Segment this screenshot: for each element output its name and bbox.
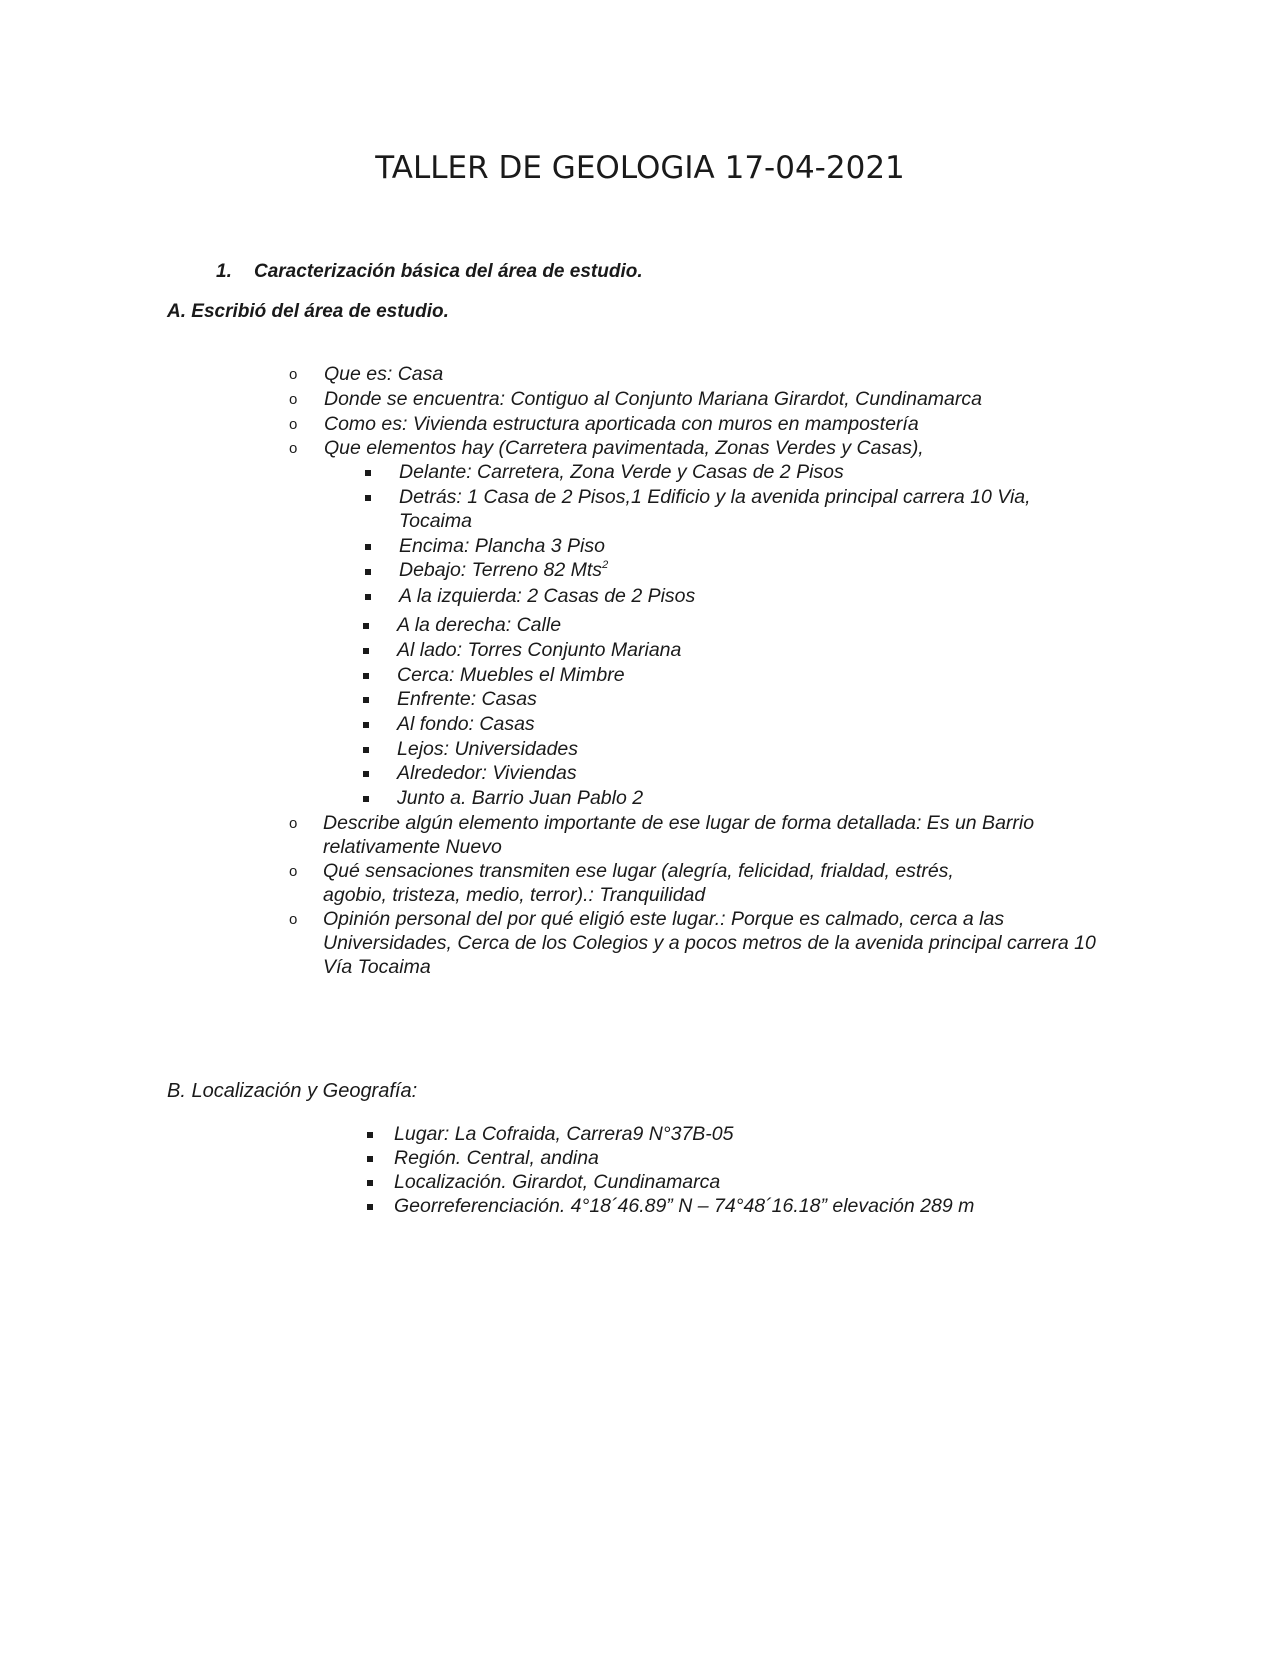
sub-item-derecha: A la derecha: Calle [397, 614, 562, 636]
sub-item-alrededor: Alrededor: Viviendas [397, 762, 577, 784]
bullet-square [367, 1180, 373, 1186]
bullet-square [363, 673, 369, 679]
sub-item-cerca: Cerca: Muebles el Mimbre [397, 664, 625, 686]
sub-item-delante: Delante: Carretera, Zona Verde y Casas de 2 Pisos [399, 461, 844, 483]
list-item-opinion-continued-2: Vía Tocaima [323, 956, 431, 978]
sub-item-detras: Detrás: 1 Casa de 2 Pisos,1 Edificio y la avenida principal carrera 10 Via, [399, 486, 1031, 508]
bullet-square [367, 1132, 373, 1138]
bullet-circle: o [289, 911, 298, 928]
bullet-square [363, 697, 369, 703]
list-item-opinion: Opinión personal del por qué eligió este lugar.: Porque es calmado, cerca a las [323, 908, 1005, 930]
section-1-heading [216, 261, 643, 283]
bullet-square [365, 495, 371, 501]
bullet-square [365, 594, 371, 600]
superscript-2: 2 [602, 559, 609, 571]
bullet-circle: o [289, 440, 298, 457]
section-b-localizacion: Localización. Girardot, Cundinamarca [394, 1171, 721, 1193]
list-item-sensaciones: Qué sensaciones transmiten ese lugar (alegría, felicidad, frialdad, estrés, [323, 860, 954, 882]
document-title: TALLER DE GEOLOGIA 17-04-2021 [375, 150, 905, 186]
bullet-square [363, 771, 369, 777]
list-item-opinion-continued-1: Universidades, Cerca de los Colegios y a pocos metros de la avenida principal carrera 10 [323, 932, 1096, 954]
list-item-elementos: Que elementos hay (Carretera pavimentada, Zonas Verdes y Casas), [324, 437, 924, 459]
sub-item-lejos: Lejos: Universidades [397, 738, 579, 760]
bullet-circle: o [289, 815, 298, 832]
bullet-circle: o [289, 366, 298, 383]
sub-item-detras-continued: Tocaima [399, 510, 472, 532]
bullet-square [367, 1156, 373, 1162]
section-b-region: Región. Central, andina [394, 1147, 599, 1169]
bullet-square [365, 544, 371, 550]
bullet-square [363, 747, 369, 753]
section-b-georreferenciacion: Georreferenciación. 4°18´46.89” N – 74°48´16.18” elevación 289 m [394, 1195, 975, 1217]
bullet-circle: o [289, 391, 298, 408]
bullet-square [363, 648, 369, 654]
bullet-circle: o [289, 863, 298, 880]
sub-item-al-fondo: Al fondo: Casas [397, 713, 535, 735]
bullet-square [365, 470, 371, 476]
section-1-heading-text: Caracterización básica del área de estudio. [254, 261, 643, 282]
list-item-sensaciones-continued: agobio, tristeza, medio, terror).: Tranquilidad [323, 884, 706, 906]
bullet-square [363, 796, 369, 802]
bullet-square [363, 623, 369, 629]
bullet-square [367, 1204, 373, 1210]
bullet-circle: o [289, 416, 298, 433]
section-b-lugar: Lugar: La Cofraida, Carrera9 N°37B-05 [394, 1123, 734, 1145]
sub-item-al-lado: Al lado: Torres Conjunto Mariana [397, 639, 682, 661]
sub-item-enfrente: Enfrente: Casas [397, 688, 537, 710]
sub-item-debajo-text: Debajo: Terreno 82 Mts [399, 559, 603, 581]
sub-item-encima: Encima: Plancha 3 Piso [399, 535, 605, 557]
sub-item-debajo [399, 558, 608, 582]
list-item-donde: Donde se encuentra: Contiguo al Conjunto Mariana Girardot, Cundinamarca [324, 388, 982, 410]
list-item-que-es: Que es: Casa [324, 363, 444, 385]
section-a-heading: A. Escribió del área de estudio. [167, 301, 449, 322]
list-item-describe-continued: relativamente Nuevo [323, 836, 502, 858]
bullet-square [363, 722, 369, 728]
section-b-heading: B. Localización y Geografía: [167, 1080, 418, 1102]
sub-item-junto: Junto a. Barrio Juan Pablo 2 [397, 787, 644, 809]
list-item-como-es: Como es: Vivienda estructura aporticada con muros en mampostería [324, 413, 919, 435]
list-item-describe: Describe algún elemento importante de ese lugar de forma detallada: Es un Barrio [323, 812, 1035, 834]
sub-item-izquierda: A la izquierda: 2 Casas de 2 Pisos [399, 585, 696, 607]
bullet-square [365, 569, 371, 575]
section-1-number: 1. [216, 261, 232, 282]
